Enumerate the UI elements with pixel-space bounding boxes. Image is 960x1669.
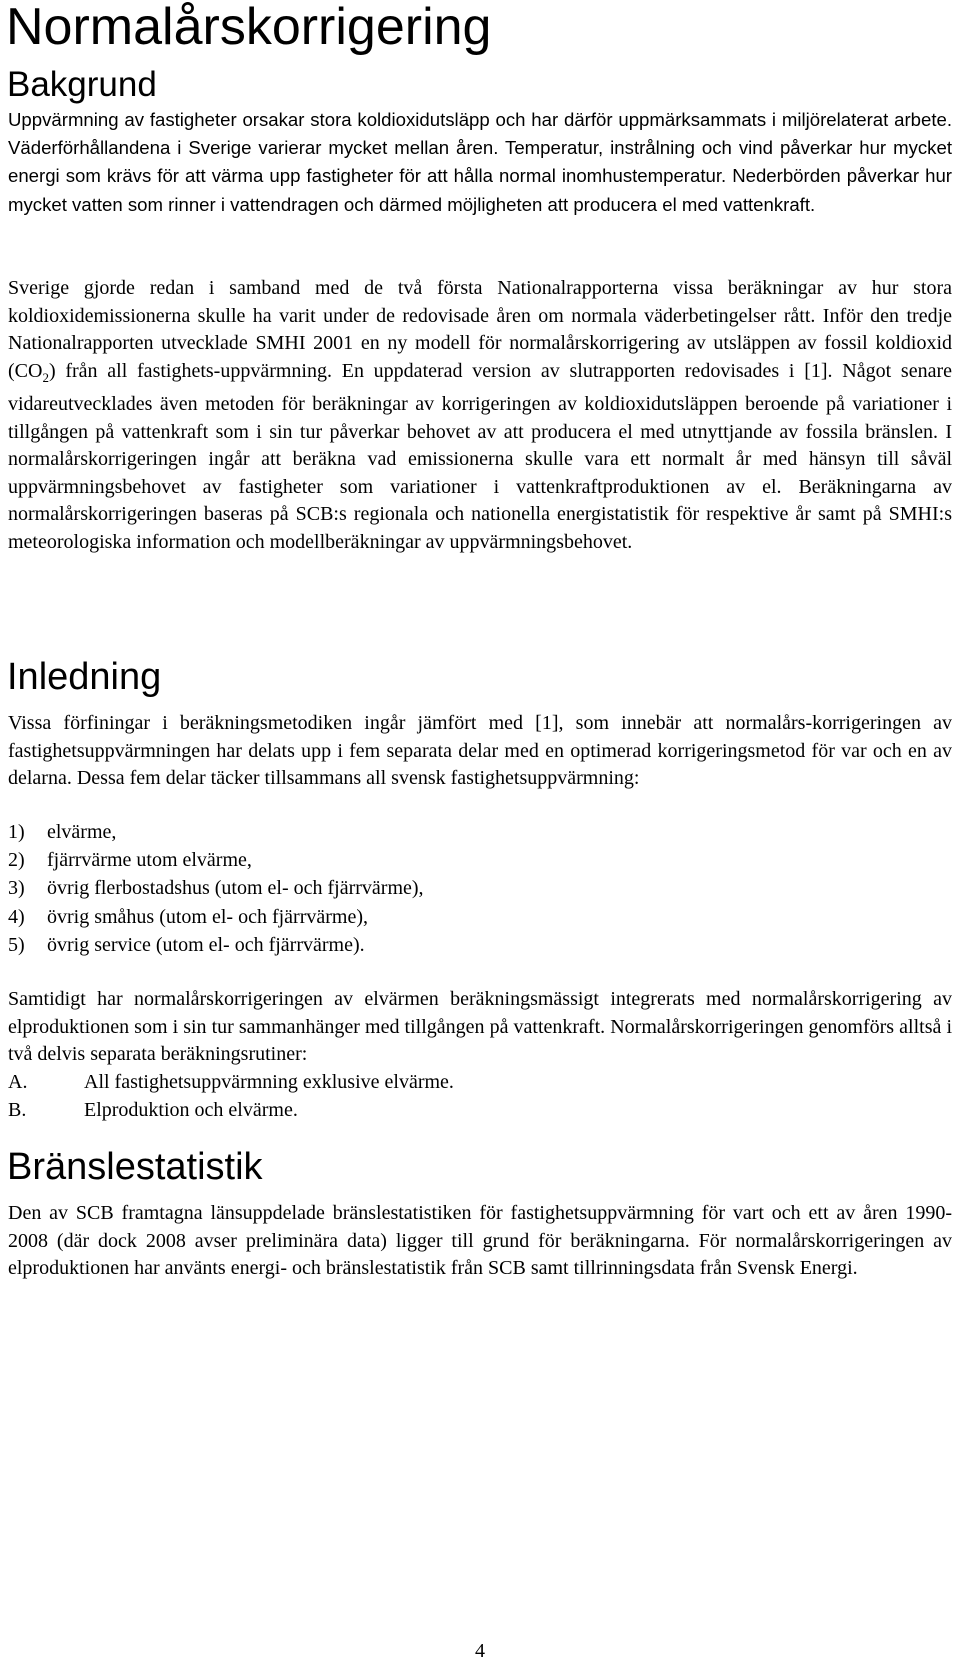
paragraph-inledning-1: Vissa förfiningar i beräkningsmetodiken ingår jämfört med [1], som innebär att normalårs-korrigeringen av fastighetsuppvärmningen har delats upp i fem separata delar med en optimerad korrigeringsmetod för var och en av delarna. Dessa fem delar täcker tillsammans all svensk fastighetsuppvärmning: [8,712,952,789]
list-marker: 2) [8,849,25,872]
paragraph-inledning-2: Samtidigt har normalårskorrigeringen av elvärmen beräkningsmässigt integrerats med normalårskorrigering av elproduktionen som i sin tur sammanhänger med tillgången på vattenkraft. Normalårskorrigeringen genomförs alltså i två delvis separata beräkningsrutiner: [8,988,952,1065]
page-title: Normalårskorrigering [6,0,492,56]
heating-categories-list [8,818,424,959]
list-item [8,1096,454,1124]
page-number: 4 [475,1640,485,1662]
paragraph-bakgrund-2-part-b: ) från all fastighets-uppvärmning. En uppdaterad version av slutrapporten redovisades i [1]. Något senare vidareutvecklades även metoden för beräkningar av korrigeringen av koldioxidutsläppen beroende på variationer i tillgången på vattenkraft som i sin tur påverkar behovet av att producera el med utnyttjande av fossila bränslen. I normalårskorrigeringen ingår att beräkna vad emissionerna skulle vara ett normalt år med hänsyn till såväl uppvärmningsbehovet av fastigheter som variationer i vattenkraftproduktionen av el. Beräkningarna av normalårskorrigeringen baseras på SCB:s regionala och nationella energistatistik för respektive år samt på SMHI:s meteorologiska information och modellberäkningar av uppvärmningsbehovet. [8,359,952,553]
paragraph-bakgrund-1: Uppvärmning av fastigheter orsakar stora koldioxidutsläpp och har därför uppmärksammats i miljörelaterat arbete. Väderförhållandena i Sverige varierar mycket mellan åren. Temperatur, instrålning och vind påverkar hur mycket energi som krävs för att värma upp fastigheter för att hålla normal inomhustemperatur. Nederbörden påverkar hur mycket vatten som rinner i vattendragen och därmed möjligheten att producera el med vattenkraft. [8,109,952,215]
list-item-text: övrig flerbostadshus (utom el- och fjärrvärme), [47,877,424,900]
list-item [8,846,424,874]
section-heading-branslestatistik: Bränslestatistik [7,1146,263,1188]
list-item-text: fjärrvärme utom elvärme, [47,849,252,872]
list-item-text: övrig service (utom el- och fjärrvärme). [47,933,365,956]
list-marker: B. [8,1099,27,1122]
list-marker: 1) [8,821,25,843]
list-marker: A. [8,1071,28,1093]
co2-subscript: 2 [42,369,49,385]
list-item-text: övrig småhus (utom el- och fjärrvärme), [47,905,369,928]
list-marker: 5) [8,933,25,956]
list-item [8,1068,454,1096]
list-item-text: elvärme, [47,821,117,843]
section-heading-bakgrund: Bakgrund [7,65,157,104]
list-item [8,818,424,846]
list-item-text: All fastighetsuppvärmning exklusive elvärme. [84,1071,454,1093]
paragraph-branslestatistik: Den av SCB framtagna länsuppdelade bränslestatistiken för fastighetsuppvärmning för vart och ett av åren 1990-2008 (där dock 2008 avser preliminära data) ligger till grund för beräkningarna. För normalårskorrigeringen av elproduktionen har använts energi- och bränslestatistik från SCB samt tillrinningsdata från Svensk Energi. [8,1202,952,1279]
paragraph-bakgrund-2 [8,275,952,556]
list-item [8,903,424,931]
list-item-text: Elproduktion och elvärme. [84,1099,298,1122]
calculation-routines-list [8,1068,454,1124]
section-heading-inledning: Inledning [7,656,162,698]
list-item [8,931,424,959]
paragraph-bakgrund-2-part-a: Sverige gjorde redan i samband med de två första Nationalrapporterna vissa beräkningar av hur stora koldioxidemissionerna skulle ha varit under de redovisade åren om normala väderbetingelser rått. Inför den tredje Nationalrapporten utvecklade SMHI 2001 en ny modell för normalårskorrigering av utsläppen av fossil koldioxid (CO [8,277,952,382]
list-marker: 3) [8,877,25,900]
list-marker: 4) [8,905,25,928]
list-item [8,874,424,902]
